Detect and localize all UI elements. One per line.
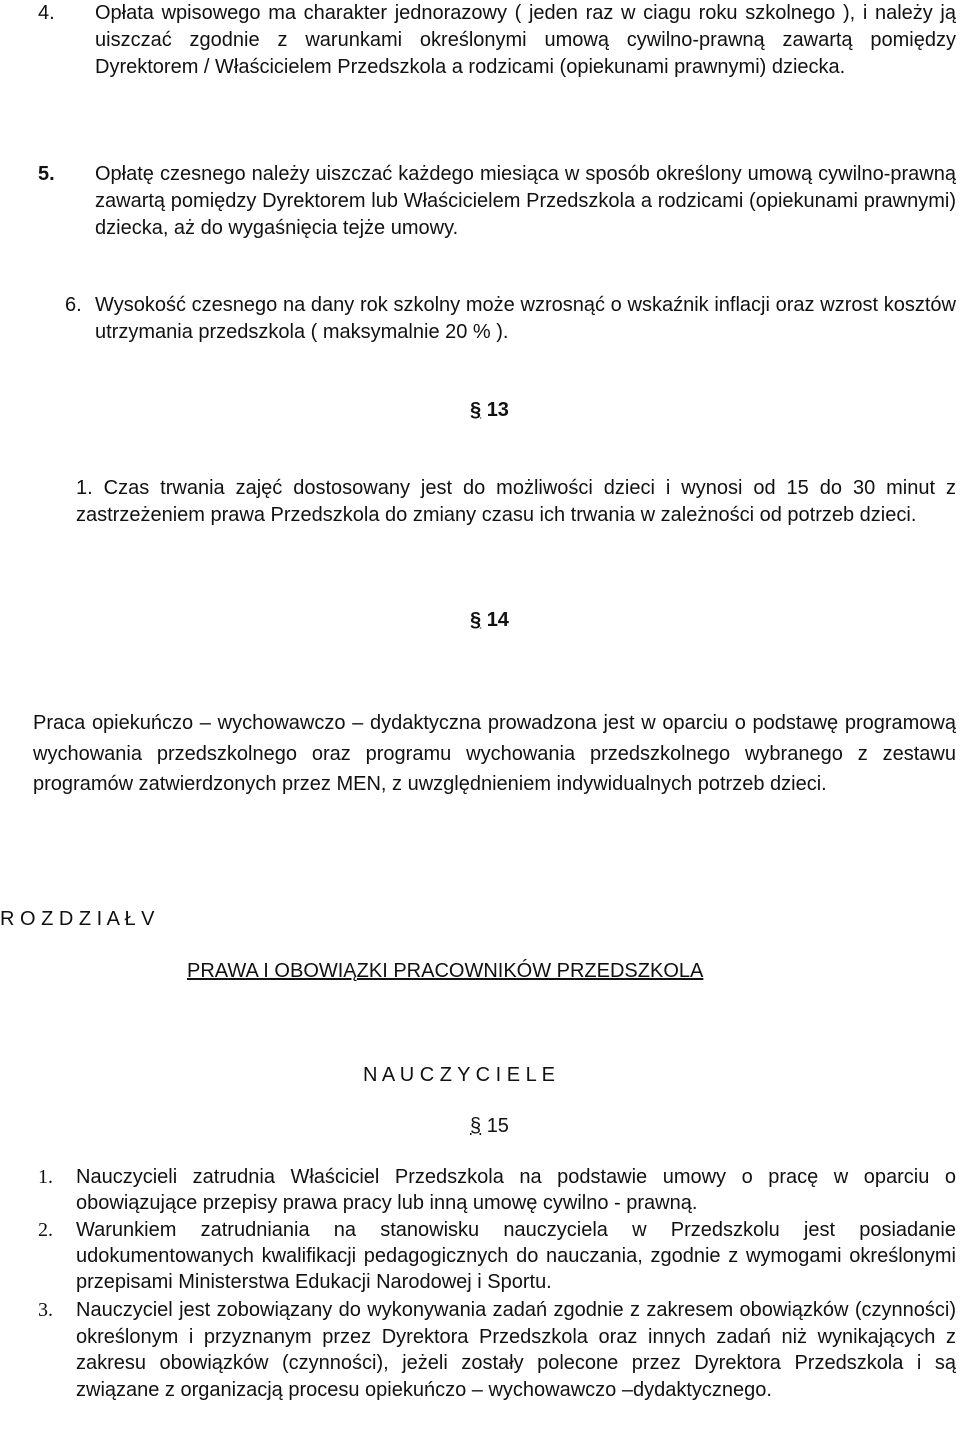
section-heading-13	[470, 397, 509, 424]
section-15-item-1	[38, 1164, 956, 1220]
section-sign: §	[470, 1115, 482, 1137]
list-item-number: 1.	[76, 477, 93, 499]
list-item-6	[38, 292, 956, 348]
chapter-subtitle: N A U C Z Y C I E L E	[363, 1064, 555, 1086]
list-item-text: Opłata wpisowego ma charakter jednorazowy ( jeden raz w ciagu roku szkolnego ), i należy ją uiszczać zgodnie z warunkami określonymi umową cywilno-prawną zawartą pomiędzy Dyrektorem / Właścicielem Przedszkola a rodzicami (opiekunami prawnymi) dziecka.	[95, 2, 956, 78]
chapter-label: R O Z D Z I A Ł V	[0, 908, 155, 930]
list-item-number: 5.	[38, 163, 55, 185]
list-item-number: 1.	[38, 1166, 53, 1188]
section-sign: §	[470, 399, 482, 421]
section-number: 14	[486, 609, 509, 631]
list-item-number: 2.	[38, 1219, 53, 1241]
list-item-number: 4.	[38, 2, 55, 24]
section-13-item-1	[76, 475, 956, 557]
chapter-title: PRAWA I OBOWIĄZKI PRACOWNIKÓW PRZEDSZKOLA	[187, 960, 704, 982]
list-item-text: Czas trwania zajęć dostosowany jest do możliwości dzieci i wynosi od 15 do 30 minut z zastrzeżeniem prawa Przedszkola do zmiany czasu ich trwania w zależności od potrzeb dzieci.	[76, 477, 956, 526]
section-15-item-3	[38, 1297, 956, 1429]
list-item-text: Opłatę czesnego należy uiszczać każdego miesiąca w sposób określony umową cywilno-prawną zawartą pomiędzy Dyrektorem lub Właścicielem Przedszkola a rodzicami (opiekunami prawnymi) dziecka, aż do wygaśnięcia tejże umowy.	[95, 163, 956, 239]
section-heading-15	[470, 1113, 509, 1140]
list-item-text: Wysokość czesnego na dany rok szkolny może wzrosnąć o wskaźnik inflacji oraz wzrost kosztów utrzymania przedszkola ( maksymalnie 20 % ).	[95, 294, 956, 343]
section-15-item-2	[38, 1217, 956, 1299]
list-item-5	[38, 161, 956, 243]
section-number: 15	[486, 1115, 509, 1137]
list-item-text: Warunkiem zatrudniania na stanowisku nauczyciela w Przedszkolu jest posiadanie udokumentowanych kwalifikacji pedagogicznych do nauczania, zgodnie z wymogami określonymi przepisami Ministerstwa Edukacji Narodowej i Sportu.	[76, 1219, 956, 1293]
section-14-paragraph	[33, 708, 956, 830]
list-item-number: 3.	[38, 1299, 53, 1321]
section-heading-14	[470, 607, 509, 634]
list-item-text: Nauczyciel jest zobowiązany do wykonywania zadań zgodnie z zakresem obowiązków (czynności) określonym i przyznanym przez Dyrektora Przedszkola oraz innych zadań niż wynikających z zakresu obowiązków (czynności), jeżeli zostały polecone przez Dyrektora Przedszkola i są związane z organizacją procesu opiekuńczo – wychowawczo –dydaktycznego.	[76, 1299, 956, 1401]
section-sign: §	[470, 609, 482, 631]
paragraph-text: Praca opiekuńczo – wychowawczo – dydaktyczna prowadzona jest w oparciu o podstawę programową wychowania przedszkolnego oraz programu wychowania przedszkolnego wybranego z zestawu programów zatwierdzonych przez MEN, z uwzględnieniem indywidualnych potrzeb dzieci.	[33, 712, 956, 795]
section-number: 13	[486, 399, 509, 421]
list-item-text: Nauczycieli zatrudnia Właściciel Przedszkola na podstawie umowy o pracę w oparciu o obowiązujące przepisy prawa pracy lub inną umowę cywilno - prawną.	[76, 1166, 956, 1214]
list-item-4	[38, 0, 956, 110]
list-item-number: 6.	[65, 294, 82, 316]
